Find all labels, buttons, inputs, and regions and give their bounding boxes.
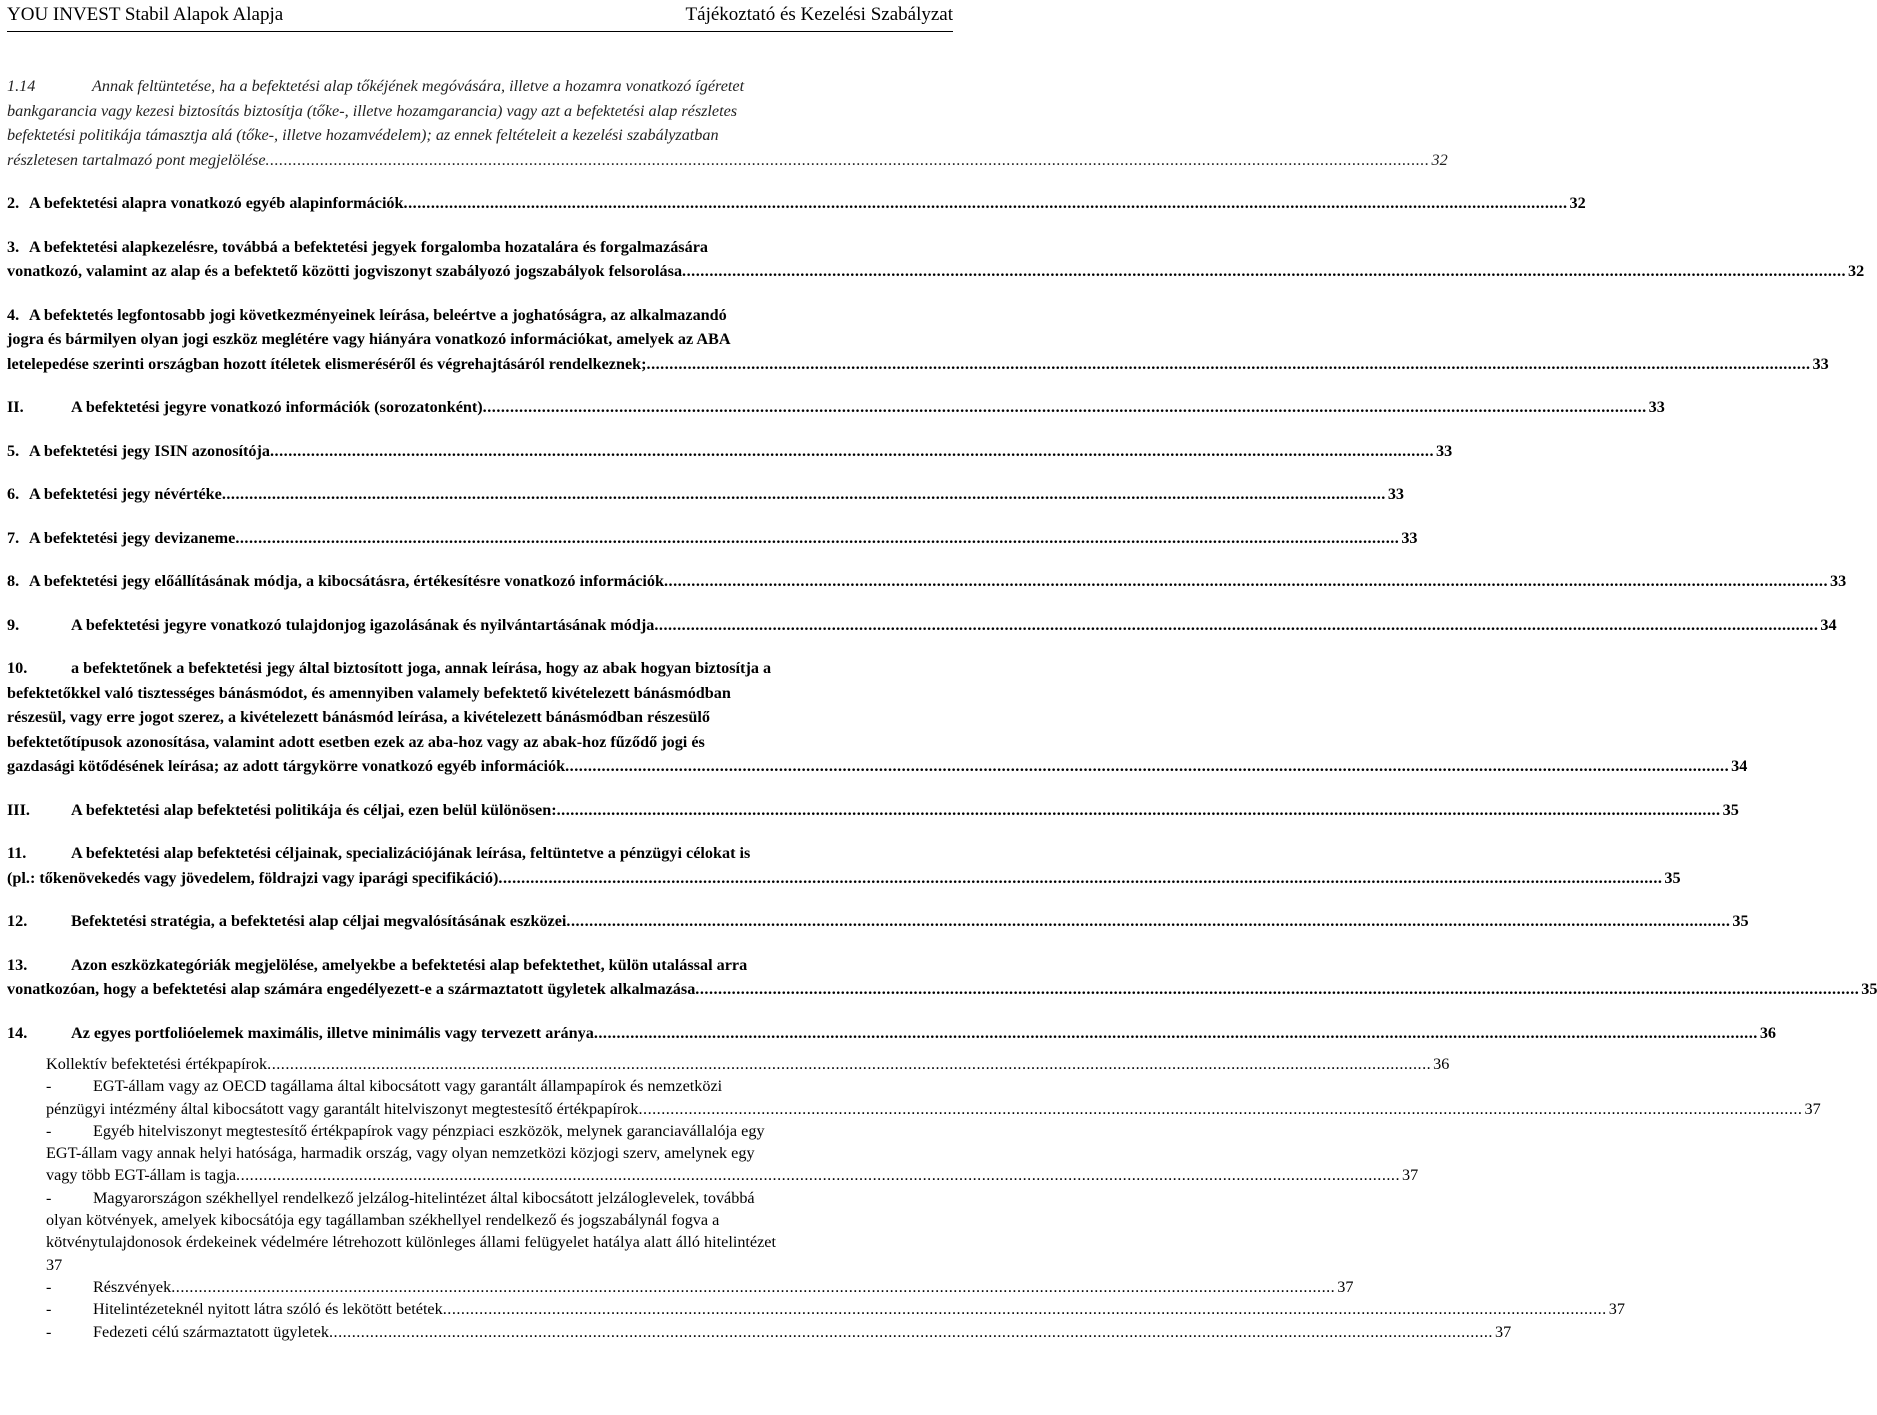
toc-entry-text: bankgarancia vagy kezesi biztosítás biztosítja (tőke-, illetve hozamgarancia) vagy azt a befektetési alap részletes (7, 101, 738, 120)
toc-entry-number: 10. (7, 659, 28, 677)
toc-entry[interactable] (7, 395, 1665, 420)
toc-page-number[interactable]: 32 (1848, 262, 1865, 280)
toc-page-number[interactable]: 35 (1664, 868, 1681, 887)
toc-entry-number: II. (7, 398, 24, 416)
bullet-dash: - (46, 1077, 52, 1096)
dot-leader (267, 1053, 1431, 1075)
toc-subentry[interactable] (7, 1298, 1625, 1320)
toc-page-number[interactable]: 33 (1829, 572, 1847, 590)
toc-entry-text: részletesen tartalmazó pont megjelölése (7, 150, 266, 169)
toc-page-number[interactable]: 36 (1759, 1023, 1776, 1042)
toc-entry-text: A befektetési jegy előállításának módja, a kibocsátásra, értékesítésre vonatkozó információk (29, 572, 664, 590)
toc-entry-text: Azon eszközkategóriák megjelölése, amelyekbe a befektetési alap befektethet, külön utalással arra (71, 955, 748, 974)
toc-subentry[interactable] (7, 1053, 1450, 1075)
toc-subentry-text: Kollektív befektetési értékpapírok (46, 1055, 268, 1073)
page-header (0, 0, 960, 34)
dot-leader (498, 866, 1662, 891)
toc-entry[interactable] (7, 235, 1865, 284)
toc-page-number[interactable]: 37 (1402, 1166, 1419, 1185)
toc-entry-text: A befektetési jegy ISIN azonosítója (29, 441, 270, 460)
dot-leader (270, 439, 1434, 464)
toc-entry-number: 7. (7, 528, 20, 547)
toc-subentry-text: kötvénytulajdonosok érdekeinek védelmére létrehozott különleges állami felügyelet hatálya alatt álló hitelintézet (46, 1233, 776, 1252)
toc-page-number[interactable]: 33 (1812, 354, 1829, 373)
toc-entry-text: A befektetési jegy devizaneme (29, 528, 236, 547)
toc-subentry-text: EGT-állam vagy az OECD tagállama által kibocsátott vagy garantált állampapírok és nemzetközi (93, 1077, 723, 1096)
toc-entry-text: a befektetőnek a befektetési jegy által biztosított joga, annak leírása, hogy az abak hogyan biztosítja a (71, 659, 772, 677)
toc-subentry[interactable] (7, 1120, 1419, 1187)
toc-page-number[interactable]: 33 (1387, 485, 1405, 503)
document-subtitle: Tájékoztató és Kezelési Szabályzat (685, 4, 953, 25)
dot-leader (404, 191, 1568, 216)
toc-subentry-text: pénzügyi intézmény által kibocsátott vagy garantált hitelviszonyt megtestesítő értékpapírok (46, 1099, 639, 1118)
toc-entry-text: A befektetési alapra vonatkozó egyéb alapinformációk (29, 194, 404, 212)
dot-leader (565, 754, 1729, 779)
toc-entry-number: 5. (7, 441, 20, 460)
dot-leader (647, 352, 1811, 377)
toc-page-number[interactable]: 36 (1433, 1055, 1450, 1073)
toc-entry-text: gazdasági kötődésének leírása; az adott tárgykörre vonatkozó egyéb információk (7, 757, 566, 775)
toc-entry-number: 1.14 (7, 77, 36, 95)
toc-entry-text: Annak feltüntetése, ha a befektetési alap tőkéjének megóvására, illetve a hozamra vonatkozó ígéretet (92, 77, 745, 95)
dot-leader (682, 259, 1846, 284)
toc-subentry-text: olyan kötvények, amelyek kibocsátója egy tagállamban székhellyel rendelkező és jogszabálynál fogva a (46, 1211, 720, 1230)
toc-entry-text: vonatkozó, valamint az alap és a befektető közötti jogviszonyt szabályozó jogszabályok felsorolása (7, 262, 683, 280)
toc-entry-text: A befektetési jegyre vonatkozó információk (sorozatonként) (71, 398, 483, 416)
dot-leader (638, 1098, 1802, 1120)
dot-leader (443, 1298, 1607, 1320)
toc-page-number[interactable]: 37 (1494, 1322, 1512, 1341)
bullet-dash: - (46, 1188, 52, 1207)
toc-subentry[interactable] (7, 1075, 1821, 1120)
toc-entry-number: 3. (7, 237, 20, 256)
toc-entry-text: befektetési politikája támasztja alá (tőke-, illetve hozamvédelem); az ennek feltételeit a kezelési szabályzatban (7, 126, 719, 144)
dot-leader (329, 1321, 1493, 1343)
dot-leader (171, 1276, 1335, 1298)
toc-page-number[interactable]: 35 (1732, 912, 1749, 930)
dot-leader (235, 526, 1399, 551)
toc-entry-number: 8. (7, 572, 20, 590)
toc-entry-number: 13. (7, 955, 28, 974)
toc-page-number[interactable]: 33 (1401, 528, 1418, 547)
dot-leader (557, 798, 1721, 823)
toc-entry-text: A befektetési jegy névértéke (29, 485, 222, 503)
toc-subentry-text: Részvények (93, 1277, 172, 1296)
toc-entry-text: (pl.: tőkenövekedés vagy jövedelem, földrajzi vagy iparági specifikáció) (7, 868, 499, 887)
toc-entry-text: befektetőtípusok azonosítása, valamint adott esetben ezek az aba-hoz vagy az abak-hoz fűződő jogi és (7, 732, 705, 751)
toc-entry-number: 6. (7, 485, 20, 503)
toc-entry[interactable] (7, 74, 1448, 172)
header-rule (7, 31, 953, 32)
toc-entry-number: 12. (7, 912, 28, 930)
table-of-contents (7, 74, 1877, 1343)
toc-page-number[interactable]: 37 (1337, 1277, 1354, 1296)
toc-entry-text: Befektetési stratégia, a befektetési alap céljai megvalósításának eszközei (71, 912, 567, 930)
toc-page-number[interactable]: 33 (1648, 398, 1665, 416)
toc-entry-text: jogra és bármilyen olyan jogi eszköz meglétére vagy hiányára vonatkozó információkat, amelyek az ABA (7, 330, 731, 348)
toc-entry[interactable] (7, 439, 1453, 464)
toc-entry-number: 9. (7, 615, 20, 634)
toc-entry-text: részesül, vagy erre jogot szerez, a kivételezett bánásmód leírása, a kivételezett bánásmódban részesülő (7, 708, 710, 726)
toc-entry-text: A befektetési alap befektetési politikája és céljai, ezen belül különösen: (71, 800, 557, 819)
toc-entry-text: A befektetési alap befektetési céljainak, specializációjának leírása, feltüntetve a pénzügyi célokat is (71, 844, 751, 862)
toc-page-number[interactable]: 32 (1569, 194, 1586, 212)
toc-subentry[interactable] (7, 1321, 1512, 1343)
dot-leader (222, 482, 1386, 507)
toc-page-number[interactable]: 37 (1804, 1099, 1821, 1118)
toc-entry[interactable] (7, 303, 1829, 377)
dot-leader (594, 1021, 1758, 1046)
dot-leader (664, 569, 1828, 594)
toc-page-number[interactable]: 32 (1431, 150, 1448, 169)
toc-entry[interactable] (7, 191, 1586, 216)
toc-entry-text: A befektetési alapkezelésre, továbbá a befektetési jegyek forgalomba hozatalára és forgalmazására (29, 237, 708, 256)
toc-page-number[interactable]: 35 (1722, 800, 1739, 819)
toc-subentry-text: vagy több EGT-állam is tagja (46, 1166, 237, 1185)
toc-entry[interactable] (7, 953, 1877, 1002)
toc-subentry-text: Egyéb hitelviszonyt megtestesítő értékpapírok vagy pénzpiaci eszközök, melynek garanciavállalója egy (93, 1121, 765, 1140)
toc-entry[interactable] (7, 656, 1748, 779)
dot-leader (695, 977, 1859, 1002)
toc-entry-number: 2. (7, 194, 20, 212)
toc-entry-number: 4. (7, 305, 20, 324)
toc-page-number[interactable]: 34 (1731, 757, 1748, 775)
toc-entry[interactable] (7, 798, 1739, 823)
toc-subentry-text: Fedezeti célú származtatott ügyletek (93, 1322, 329, 1341)
bullet-dash: - (46, 1300, 52, 1319)
bullet-dash: - (46, 1322, 52, 1341)
toc-entry-text: Az egyes portfolióelemek maximális, illetve minimális vagy tervezett aránya (71, 1023, 594, 1042)
toc-entry-text: vonatkozóan, hogy a befektetési alap számára engedélyezett-e a származtatott ügyletek alkalmazása (7, 980, 696, 998)
toc-subentry[interactable] (7, 1187, 955, 1276)
toc-entry-number: 11. (7, 844, 27, 862)
toc-page-number[interactable]: 37 (1608, 1300, 1625, 1319)
dot-leader (266, 148, 1430, 173)
dot-leader (483, 395, 1647, 420)
bullet-dash: - (46, 1121, 52, 1140)
toc-entry[interactable] (7, 569, 1847, 594)
dot-leader (654, 613, 1818, 638)
toc-subentry-text: Hitelintézeteknél nyitott látra szóló és lekötött betétek (93, 1300, 443, 1319)
toc-page-number[interactable]: 35 (1861, 980, 1877, 998)
toc-subentry[interactable] (7, 1276, 1354, 1298)
toc-subentry-text: Magyarországon székhellyel rendelkező jelzálog-hitelintézet által kibocsátott jelzáloglevelek, továbbá (93, 1188, 755, 1207)
toc-entry[interactable] (7, 909, 1749, 934)
document-title: YOU INVEST Stabil Alapok Alapja (7, 4, 284, 25)
toc-entry[interactable] (7, 526, 1418, 551)
toc-entry-text: letelepedése szerinti országban hozott ítéletek elismeréséről és végrehajtásáról rendelkeznek; (7, 354, 647, 373)
toc-page-number[interactable]: 33 (1436, 441, 1453, 460)
toc-entry-number: III. (7, 800, 30, 819)
toc-subentry-text: 37 (46, 1255, 63, 1274)
toc-entry[interactable] (7, 841, 1681, 890)
toc-entry-text: A befektetés legfontosabb jogi következményeinek leírása, beleértve a joghatóságra, az alkalmazandó (29, 305, 727, 324)
toc-page-number[interactable]: 34 (1820, 615, 1837, 634)
toc-entry[interactable] (7, 1021, 1776, 1046)
dot-leader (566, 909, 1730, 934)
dot-leader (236, 1164, 1400, 1186)
toc-entry-text: befektetőkkel való tisztességes bánásmódot, és amennyiben valamely befektető kivételezett bánásmódban (7, 683, 731, 702)
toc-entry-number: 14. (7, 1023, 28, 1042)
toc-entry-text: A befektetési jegyre vonatkozó tulajdonjog igazolásának és nyilvántartásának módja (71, 615, 655, 634)
bullet-dash: - (46, 1277, 52, 1296)
toc-subentry-text: EGT-állam vagy annak helyi hatósága, harmadik ország, vagy olyan nemzetközi közjogi szerv, amelynek egy (46, 1144, 755, 1163)
toc-entry[interactable] (7, 482, 1405, 507)
toc-entry[interactable] (7, 613, 1837, 638)
